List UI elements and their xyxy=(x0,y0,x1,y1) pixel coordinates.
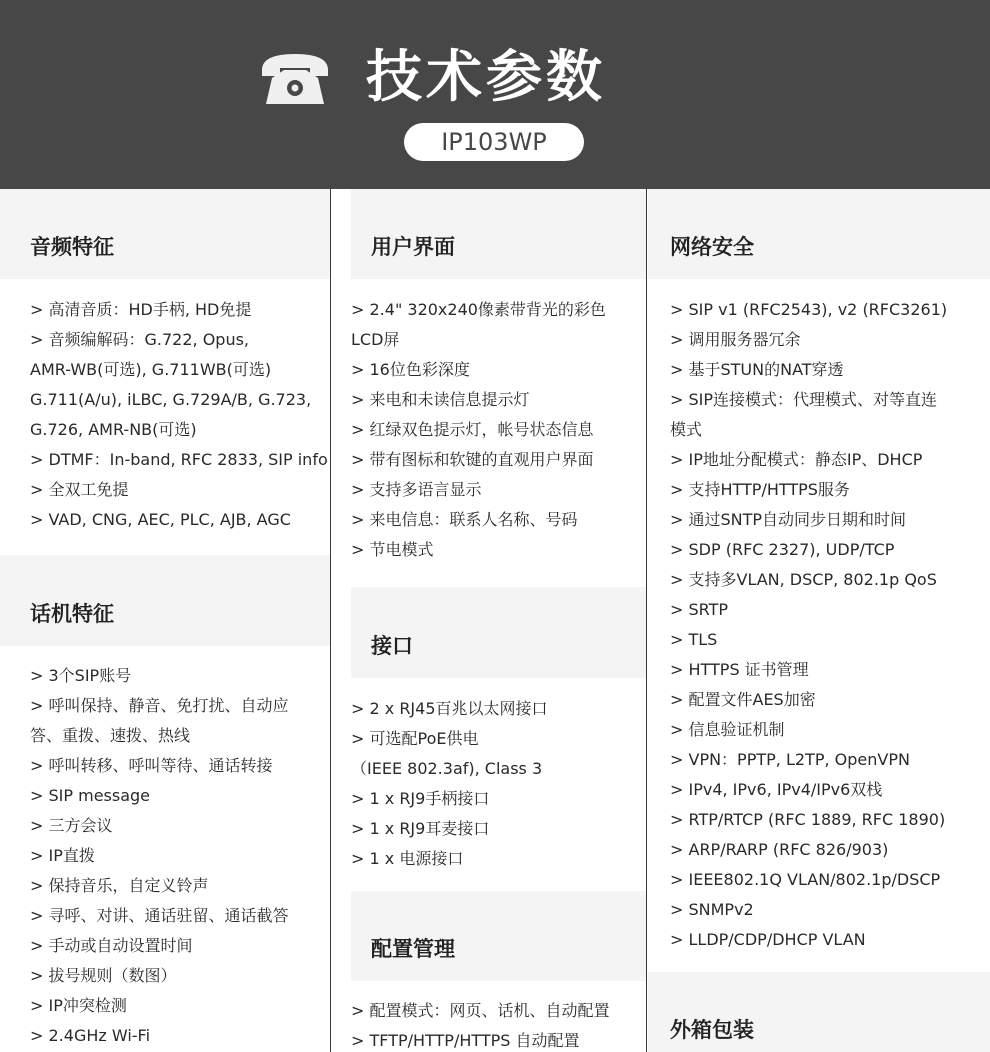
section-title: 外箱包装 xyxy=(670,1018,754,1042)
section-header-user-interface xyxy=(351,189,646,279)
spec-line: > 信息验证机制 xyxy=(670,720,785,739)
spec-line: （IEEE 802.3af), Class 3 xyxy=(351,759,543,778)
page-title: 技术参数 xyxy=(366,45,606,110)
spec-column-3 xyxy=(648,189,990,1052)
spec-line: > VPN：PPTP, L2TP, OpenVPN xyxy=(670,750,910,769)
spec-line: > 拔号规则（数图） xyxy=(30,966,177,985)
spec-line: > SNMPv2 xyxy=(670,900,754,919)
section-title: 配置管理 xyxy=(371,937,455,961)
section-header-packaging xyxy=(648,972,990,1052)
spec-line: > SIP连接模式：代理模式、对等直连 xyxy=(670,390,938,409)
spec-column-1 xyxy=(0,189,330,1052)
model-badge: IP103WP xyxy=(404,123,584,161)
section-body-audio xyxy=(0,279,330,555)
spec-line: > 1 x RJ9耳麦接口 xyxy=(351,819,490,838)
spec-line: > 1 x 电源接口 xyxy=(351,849,464,868)
title-row xyxy=(258,38,606,118)
section-title: 网络安全 xyxy=(670,235,754,259)
section-title: 用户界面 xyxy=(371,235,455,259)
spec-line: > IP地址分配模式：静态IP、DHCP xyxy=(670,450,923,469)
spec-line: > IEEE802.1Q VLAN/802.1p/DSCP xyxy=(670,870,941,889)
section-title: 音频特征 xyxy=(30,235,114,259)
spec-line: > TFTP/HTTP/HTTPS 自动配置 xyxy=(351,1031,580,1050)
spec-line: > HTTPS 证书管理 xyxy=(670,660,809,679)
spec-line: > SRTP xyxy=(670,600,729,619)
spec-line: > 音频编解码：G.722, Opus, xyxy=(30,330,250,349)
spec-line: > 可选配PoE供电 xyxy=(351,729,479,748)
spec-line: > 红绿双色提示灯，帐号状态信息 xyxy=(351,420,594,439)
spec-line: > IPv4, IPv6, IPv4/IPv6双栈 xyxy=(670,780,883,799)
spec-line: > SIP v1 (RFC2543), v2 (RFC3261) xyxy=(670,300,948,319)
section-body-interfaces xyxy=(331,678,646,891)
spec-line: > 支持多语言显示 xyxy=(351,480,482,499)
spec-line: > 配置模式：网页、话机、自动配置 xyxy=(351,1001,610,1020)
spec-line: > 来电信息：联系人名称、号码 xyxy=(351,510,578,529)
spec-line: > 全双工免提 xyxy=(30,480,129,499)
section-header-network-security xyxy=(648,189,990,279)
section-title: 话机特征 xyxy=(30,602,114,626)
spec-line: > ARP/RARP (RFC 826/903) xyxy=(670,840,889,859)
spec-line: > SIP message xyxy=(30,786,151,805)
section-body-user-interface xyxy=(331,279,646,587)
spec-line: > 寻呼、对讲、通话驻留、通话截答 xyxy=(30,906,289,925)
spec-line: > SDP (RFC 2327), UDP/TCP xyxy=(670,540,895,559)
spec-line: > 支持多VLAN, DSCP, 802.1p QoS xyxy=(670,570,937,589)
section-header-interfaces xyxy=(351,587,646,678)
section-header-audio xyxy=(0,189,330,279)
section-body-network-security xyxy=(648,279,990,972)
spec-line: > 高清音质：HD手柄, HD免提 xyxy=(30,300,252,319)
section-header-config-management xyxy=(351,891,646,981)
spec-line: > 1 x RJ9手柄接口 xyxy=(351,789,490,808)
section-body-config-management xyxy=(331,981,646,1052)
spec-line: > 调用服务器冗余 xyxy=(670,330,801,349)
spec-line: > 基于STUN的NAT穿透 xyxy=(670,360,844,379)
spec-line: > 保持音乐，自定义铃声 xyxy=(30,876,209,895)
spec-line: > 3个SIP账号 xyxy=(30,666,132,685)
spec-line: > LLDP/CDP/DHCP VLAN xyxy=(670,930,866,949)
spec-line: > 支持HTTP/HTTPS服务 xyxy=(670,480,850,499)
spec-line: > 呼叫转移、呼叫等待、通话转接 xyxy=(30,756,273,775)
spec-line: > 2.4GHz Wi-Fi xyxy=(30,1026,151,1045)
spec-line: > TLS xyxy=(670,630,718,649)
spec-line: > DTMF：In-band, RFC 2833, SIP info xyxy=(30,450,328,469)
spec-line: AMR-WB(可选), G.711WB(可选) xyxy=(30,360,272,379)
spec-line: > 呼叫保持、静音、免打扰、自动应 xyxy=(30,696,289,715)
spec-line: 模式 xyxy=(670,420,703,439)
spec-line: > 16位色彩深度 xyxy=(351,360,470,379)
spec-line: > VAD, CNG, AEC, PLC, AJB, AGC xyxy=(30,510,291,529)
spec-line: 答、重拨、速拨、热线 xyxy=(30,726,191,745)
spec-line: > 手动或自动设置时间 xyxy=(30,936,193,955)
spec-line: > 带有图标和软键的直观用户界面 xyxy=(351,450,594,469)
spec-line: LCD屏 xyxy=(351,330,400,349)
spec-line: > IP直拨 xyxy=(30,846,95,865)
spec-line: > IP冲突检测 xyxy=(30,996,127,1015)
spec-line: > 通过SNTP自动同步日期和时间 xyxy=(670,510,907,529)
spec-line: > 2 x RJ45百兆以太网接口 xyxy=(351,699,548,718)
spec-line: G.726, AMR-NB(可选) xyxy=(30,420,197,439)
spec-column-2 xyxy=(331,189,646,1052)
column-divider xyxy=(646,189,647,1052)
section-header-phone-features xyxy=(0,555,330,646)
spec-line: > 配置文件AES加密 xyxy=(670,690,816,709)
spec-line: > 节电模式 xyxy=(351,540,434,559)
spec-line: > 三方会议 xyxy=(30,816,113,835)
section-body-phone-features xyxy=(0,646,330,1052)
spec-line: > 2.4" 320x240像素带背光的彩色 xyxy=(351,300,606,319)
telephone-icon xyxy=(258,48,332,108)
spec-line: > 来电和未读信息提示灯 xyxy=(351,390,530,409)
spec-line: > RTP/RTCP (RFC 1889, RFC 1890) xyxy=(670,810,946,829)
header-banner xyxy=(0,0,990,189)
spec-line: G.711(A/u), iLBC, G.729A/B, G.723, xyxy=(30,390,312,409)
section-title: 接口 xyxy=(371,634,413,658)
